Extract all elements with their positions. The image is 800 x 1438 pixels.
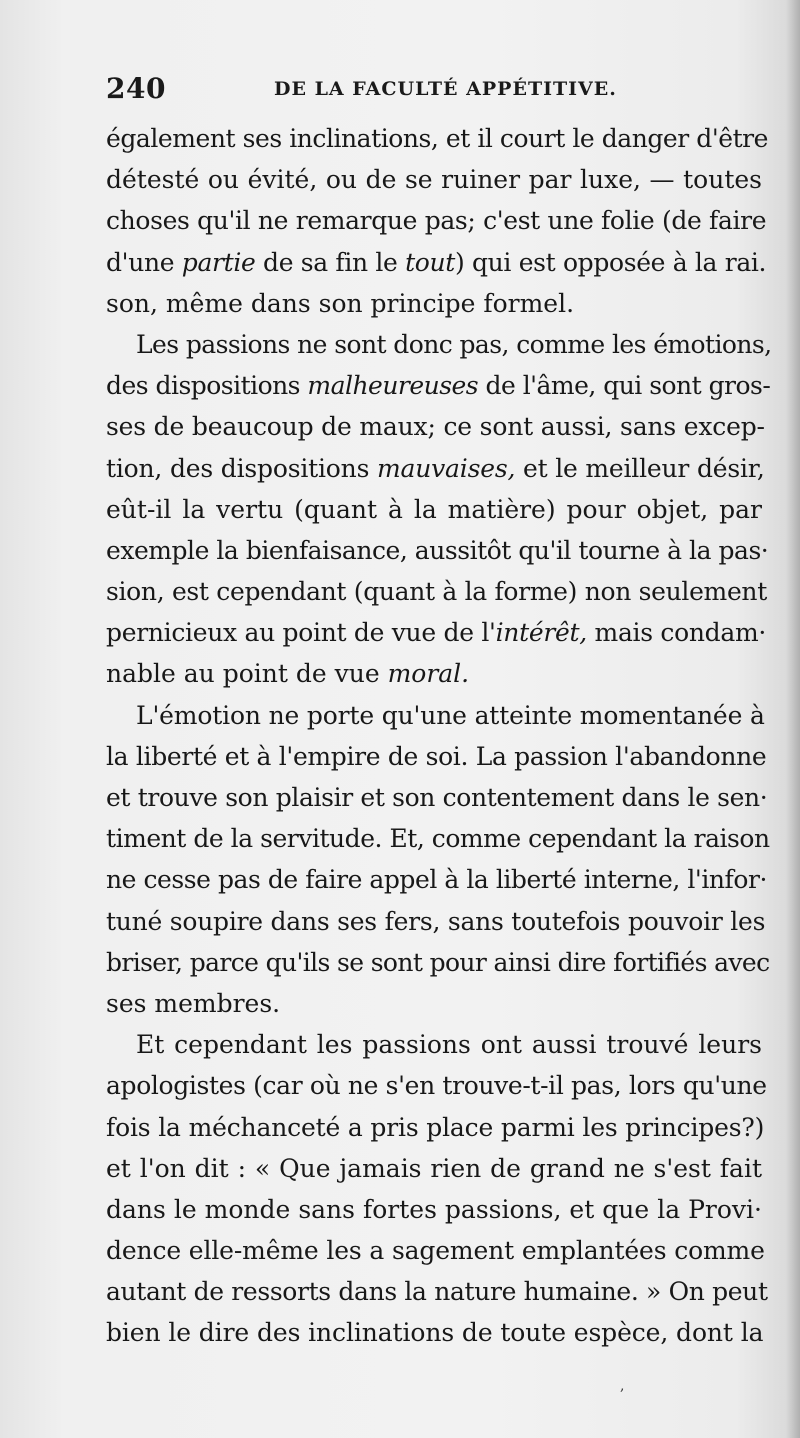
text-line: dence elle-même les a sagement emplantées comme — [106, 1236, 765, 1266]
text-line: sion, est cependant (quant à la forme) non seulement — [106, 577, 767, 607]
text-line: fois la méchanceté a pris place parmi les principes?) — [106, 1112, 765, 1142]
text-line: et l'on dit : « Que jamais rien de grand ne s'est fait — [106, 1153, 762, 1183]
text-line: L'émotion ne porte qu'une atteinte momentanée à — [136, 700, 765, 730]
text-line: détesté ou évité, ou de se ruiner par luxe, — toutes — [106, 165, 762, 195]
printer-mark: , — [620, 1378, 625, 1394]
text-run: des dispositions — [106, 371, 308, 401]
text-line: et trouve son plaisir et son contentement dans le sen· — [106, 783, 768, 812]
running-head: DE LA FACULTÉ APPÉTITIVE. — [274, 78, 617, 100]
italic-run: partie — [181, 247, 256, 277]
text-line: bien le dire des inclinations de toute espèce, dont la — [106, 1318, 764, 1348]
page-header — [106, 72, 766, 112]
text-run: et le meilleur désir, — [515, 453, 765, 483]
text-line: timent de la servitude. Et, comme cependant la raison — [106, 824, 770, 854]
text-line: son, même dans son principe formel. — [106, 288, 575, 318]
italic-run: mauvaises, — [376, 453, 516, 483]
text-line: également ses inclinations, et il court le danger d'être — [106, 124, 769, 153]
text-line: exemple la bienfaisance, aussitôt qu'il tourne à la pas· — [106, 535, 769, 565]
text-line: ses de beaucoup de maux; ce sont aussi, sans excep- — [106, 412, 765, 442]
page-number: 240 — [106, 72, 166, 105]
text-line: ne cesse pas de faire appel à la liberté interne, l'infor· — [106, 865, 767, 895]
text-line: briser, parce qu'ils se sont pour ainsi dire fortifiés avec — [106, 947, 770, 977]
text-run: de l'âme, qui sont gros- — [478, 371, 771, 401]
text-run: d'une — [106, 247, 182, 277]
text-run: pernicieux au point de vue de l' — [106, 618, 496, 648]
text-run: de sa fin le — [255, 247, 406, 277]
text-run: tion, des dispositions — [106, 453, 377, 483]
text-line: choses qu'il ne remarque pas; c'est une folie (de faire — [106, 206, 767, 236]
italic-run: malheureuses — [307, 371, 479, 401]
text-run: mais condam· — [586, 618, 767, 648]
page-edge-shadow — [786, 0, 800, 1438]
text-line: Les passions ne sont donc pas, comme les émotions, — [136, 329, 772, 359]
italic-run: tout — [405, 247, 455, 277]
text-line — [106, 365, 771, 406]
italic-run: intérêt, — [495, 618, 587, 648]
text-run: ) qui est opposée à la rai. — [454, 247, 767, 277]
italic-run: moral. — [387, 659, 470, 689]
text-line: Et cependant les passions ont aussi trouvé leurs — [136, 1030, 762, 1060]
text-line: apologistes (car où ne s'en trouve-t-il pas, lors qu'une — [106, 1071, 767, 1101]
text-line: ses membres. — [106, 988, 281, 1018]
text-line — [106, 653, 762, 694]
text-line — [106, 612, 767, 653]
page-body — [106, 118, 772, 1354]
text-line — [106, 242, 767, 283]
text-line: tuné soupire dans ses fers, sans toutefois pouvoir les — [106, 906, 766, 936]
text-run: nable au point de vue — [106, 659, 388, 689]
text-line: eût-il la vertu (quant à la matière) pour objet, par — [106, 494, 762, 524]
text-line: la liberté et à l'empire de soi. La passion l'abandonne — [106, 741, 767, 771]
text-line: autant de ressorts dans la nature humaine. » On peut — [106, 1277, 768, 1307]
text-line: dans le monde sans fortes passions, et que la Provi· — [106, 1194, 762, 1224]
text-line — [106, 448, 765, 489]
